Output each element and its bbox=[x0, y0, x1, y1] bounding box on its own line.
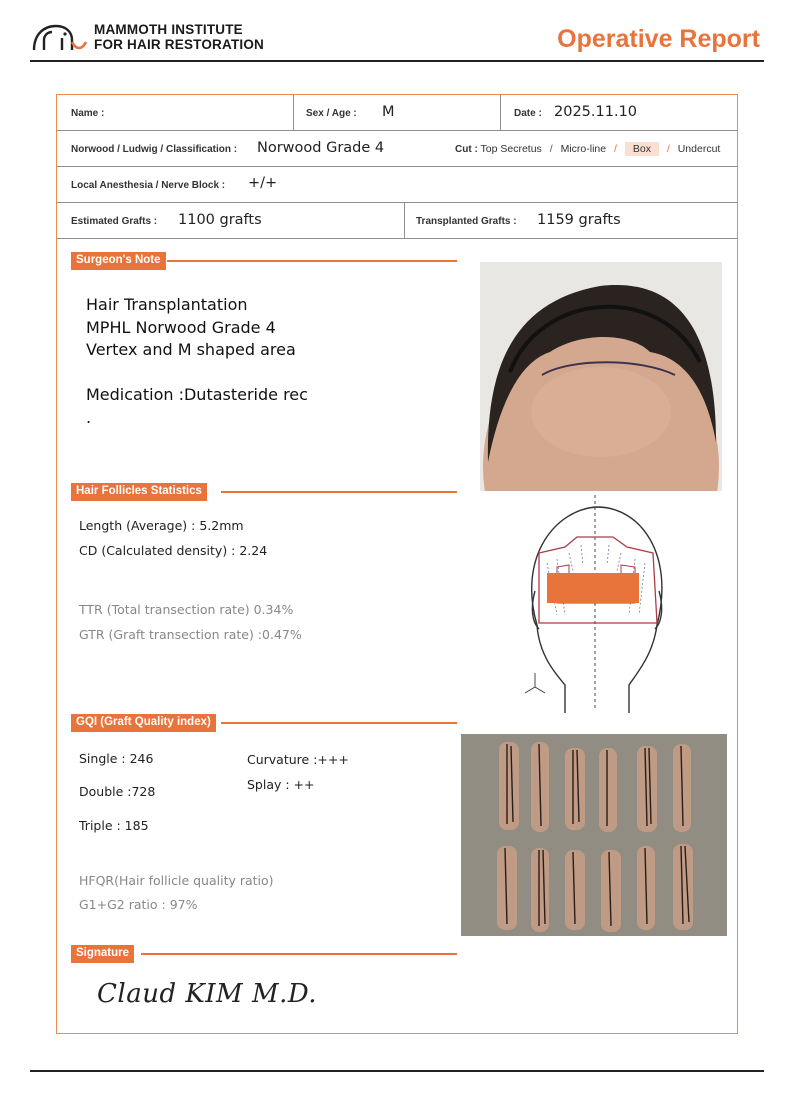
note-line-1: Hair Transplantation bbox=[86, 295, 248, 314]
anesthesia-value: +/+ bbox=[248, 175, 278, 191]
classification-value: Norwood Grade 4 bbox=[257, 140, 385, 156]
report-title: Operative Report bbox=[557, 25, 760, 53]
cut-option-micro-line: Micro-line bbox=[560, 143, 607, 155]
organization-name bbox=[94, 22, 264, 52]
gqi-tag: GQI (Graft Quality index) bbox=[71, 714, 216, 732]
gqi-curvature: Curvature :+++ bbox=[247, 752, 349, 767]
note-line-4: Medication :Dutasteride rec bbox=[86, 385, 308, 404]
classification-label: Norwood / Ludwig / Classification : bbox=[71, 144, 238, 155]
gqi-triple: Triple : 185 bbox=[79, 818, 149, 833]
transplanted-grafts-value: 1159 grafts bbox=[537, 212, 621, 228]
cut-option-top-secretus: Top Secretus bbox=[480, 143, 542, 155]
org-line-2: FOR HAIR RESTORATION bbox=[94, 37, 265, 52]
gqi-heading bbox=[71, 714, 457, 732]
footer-divider bbox=[30, 1070, 764, 1072]
signature-tag: Signature bbox=[71, 945, 134, 963]
graft-sample-photo bbox=[461, 734, 727, 936]
anesthesia-label: Local Anesthesia / Nerve Block : bbox=[71, 180, 226, 191]
transplanted-grafts-label: Transplanted Grafts : bbox=[416, 216, 517, 227]
note-line-3: Vertex and M shaped area bbox=[86, 340, 296, 359]
gqi-double: Double :728 bbox=[79, 784, 156, 799]
cut-option-box-selected: Box bbox=[625, 142, 659, 156]
patient-head-photo bbox=[480, 262, 722, 491]
sex-age-value: M bbox=[382, 104, 395, 120]
row-classification bbox=[57, 131, 737, 167]
gqi-hfqr: HFQR(Hair follicle quality ratio) bbox=[79, 873, 274, 888]
scalp-donor-diagram bbox=[517, 495, 677, 715]
surgeon-signature: Claud KIM M.D. bbox=[97, 979, 318, 1009]
stat-gtr: GTR (Graft transection rate) :0.47% bbox=[79, 627, 302, 642]
gqi-splay: Splay : ++ bbox=[247, 777, 315, 792]
mammoth-logo-icon bbox=[32, 20, 88, 54]
row-grafts bbox=[57, 203, 737, 239]
report-form bbox=[56, 94, 738, 1034]
estimated-grafts-value: 1100 grafts bbox=[178, 212, 262, 228]
estimated-grafts-label: Estimated Grafts : bbox=[71, 216, 158, 227]
surgeons-note-heading bbox=[71, 252, 457, 270]
stat-length: Length (Average) : 5.2mm bbox=[79, 518, 244, 533]
date-label: Date : bbox=[514, 108, 542, 119]
follicle-stats-heading bbox=[71, 483, 457, 501]
gqi-g1g2-ratio: G1+G2 ratio : 97% bbox=[79, 897, 198, 912]
stat-ttr: TTR (Total transection rate) 0.34% bbox=[79, 602, 294, 617]
name-label: Name : bbox=[71, 108, 105, 119]
date-value: 2025.11.10 bbox=[554, 104, 638, 120]
note-line-2: MPHL Norwood Grade 4 bbox=[86, 318, 276, 337]
signature-heading bbox=[71, 945, 457, 963]
stat-calculated-density: CD (Calculated density) : 2.24 bbox=[79, 543, 268, 558]
cut-option-undercut: Undercut bbox=[677, 143, 721, 155]
gqi-single: Single : 246 bbox=[79, 751, 154, 766]
follicle-stats-tag: Hair Follicles Statistics bbox=[71, 483, 207, 501]
report-header bbox=[30, 18, 764, 62]
cut-options: Cut : Top Secretus / Micro-line / Box / Undercut bbox=[455, 143, 721, 155]
row-patient-info bbox=[57, 95, 737, 131]
surgeons-note-tag: Surgeon's Note bbox=[71, 252, 166, 270]
org-line-1: MAMMOTH INSTITUTE bbox=[94, 22, 243, 37]
row-anesthesia bbox=[57, 167, 737, 203]
sex-age-label: Sex / Age : bbox=[306, 108, 357, 119]
cut-label: Cut : bbox=[455, 144, 478, 155]
note-line-5: . bbox=[86, 408, 92, 427]
